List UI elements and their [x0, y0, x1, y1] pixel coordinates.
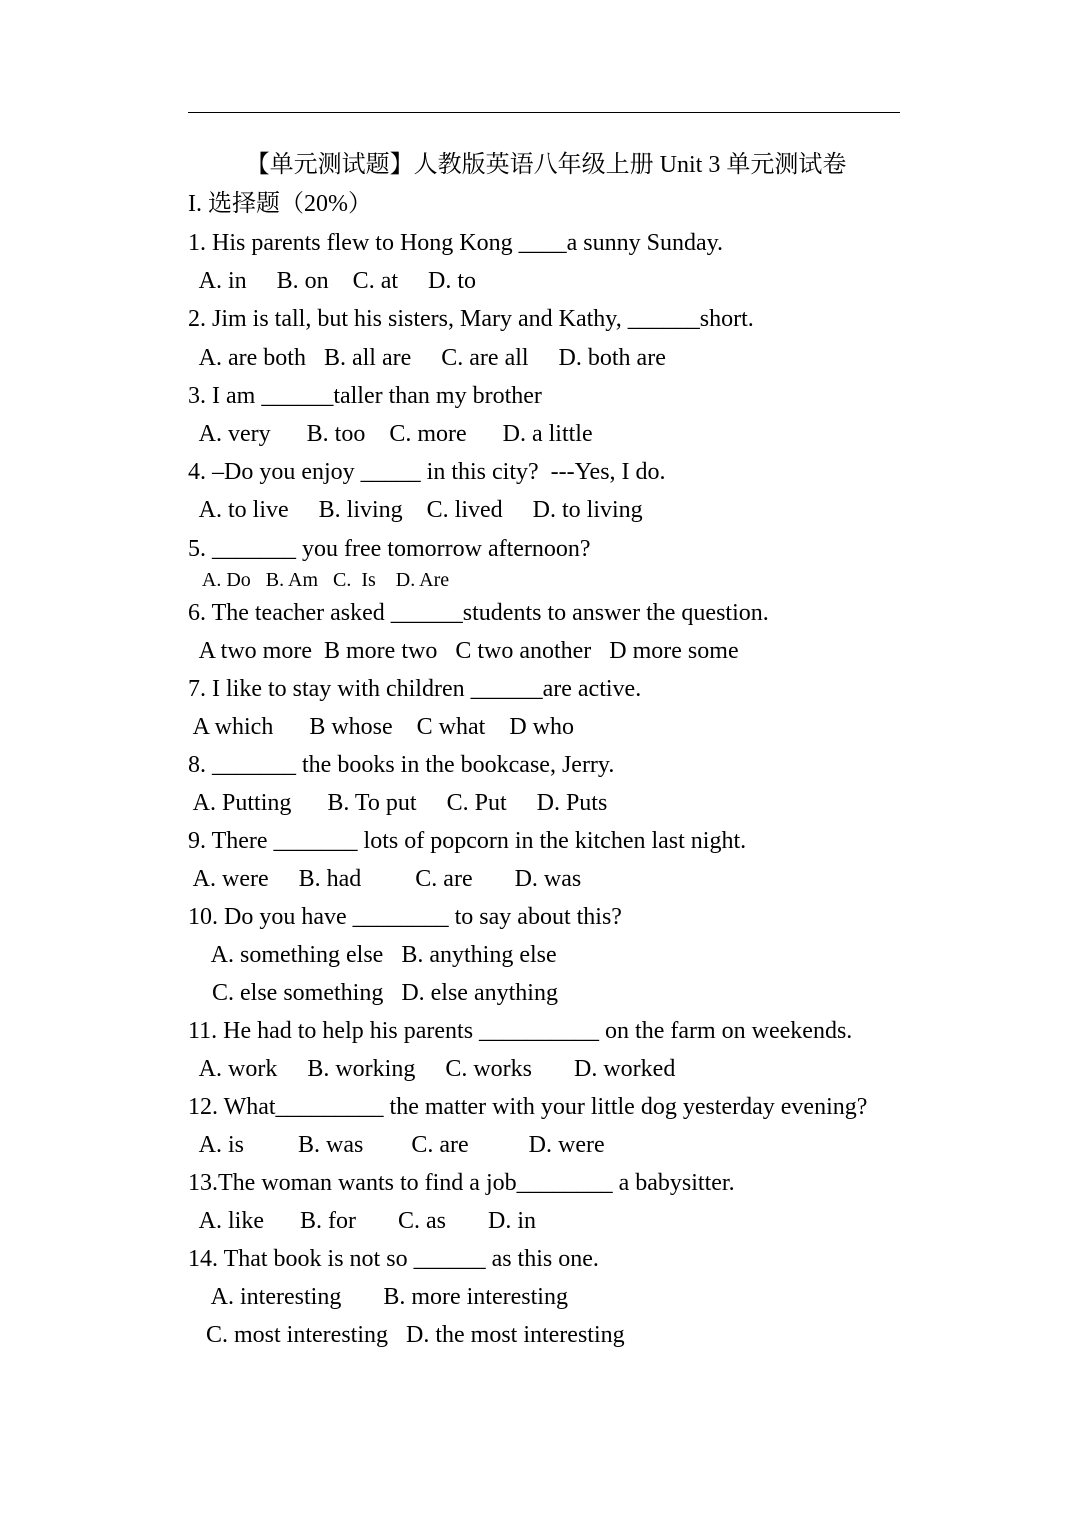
options-1: A. in B. on C. at D. to: [188, 268, 477, 294]
options-4: A. to live B. living C. lived D. to living: [188, 497, 643, 523]
question-10: 10. Do you have ________ to say about this?: [188, 904, 622, 930]
options-13: A. like B. for C. as D. in: [188, 1208, 536, 1234]
question-5: 5. _______ you free tomorrow afternoon?: [188, 536, 591, 562]
question-4: 4. –Do you enjoy _____ in this city? ---Yes, I do.: [188, 459, 666, 485]
question-14: 14. That book is not so ______ as this one.: [188, 1246, 599, 1272]
options-8: A. Putting B. To put C. Put D. Puts: [188, 790, 608, 816]
question-6: 6. The teacher asked ______students to answer the question.: [188, 600, 769, 626]
options-3: A. very B. too C. more D. a little: [188, 421, 593, 447]
options-5: A. Do B. Am C. Is D. Are: [188, 569, 450, 591]
options-14b: C. most interesting D. the most interesting: [188, 1322, 625, 1348]
options-12: A. is B. was C. are D. were: [188, 1132, 605, 1158]
question-1: 1. His parents flew to Hong Kong ____a sunny Sunday.: [188, 230, 724, 256]
options-10b: C. else something D. else anything: [188, 980, 558, 1006]
document-title: 【单元测试题】人教版英语八年级上册 Unit 3 单元测试卷: [245, 152, 847, 178]
question-9: 9. There _______ lots of popcorn in the kitchen last night.: [188, 828, 747, 854]
options-7: A which B whose C what D who: [188, 714, 574, 740]
options-2: A. are both B. all are C. are all D. both are: [188, 345, 666, 371]
options-9: A. were B. had C. are D. was: [188, 866, 582, 892]
options-6: A two more B more two C two another D more some: [188, 638, 739, 664]
options-14a: A. interesting B. more interesting: [188, 1284, 568, 1310]
question-11: 11. He had to help his parents __________ on the farm on weekends.: [188, 1018, 853, 1044]
question-7: 7. I like to stay with children ______are active.: [188, 676, 642, 702]
question-2: 2. Jim is tall, but his sisters, Mary and Kathy, ______short.: [188, 306, 754, 332]
options-11: A. work B. working C. works D. worked: [188, 1056, 676, 1082]
question-12: 12. What_________ the matter with your little dog yesterday evening?: [188, 1094, 868, 1120]
question-8: 8. _______ the books in the bookcase, Jerry.: [188, 752, 615, 778]
header-rule: [188, 112, 900, 113]
options-10a: A. something else B. anything else: [188, 942, 557, 968]
question-13: 13.The woman wants to find a job________ a babysitter.: [188, 1170, 735, 1196]
section-heading: I. 选择题（20%）: [188, 191, 372, 217]
question-3: 3. I am ______taller than my brother: [188, 383, 542, 409]
